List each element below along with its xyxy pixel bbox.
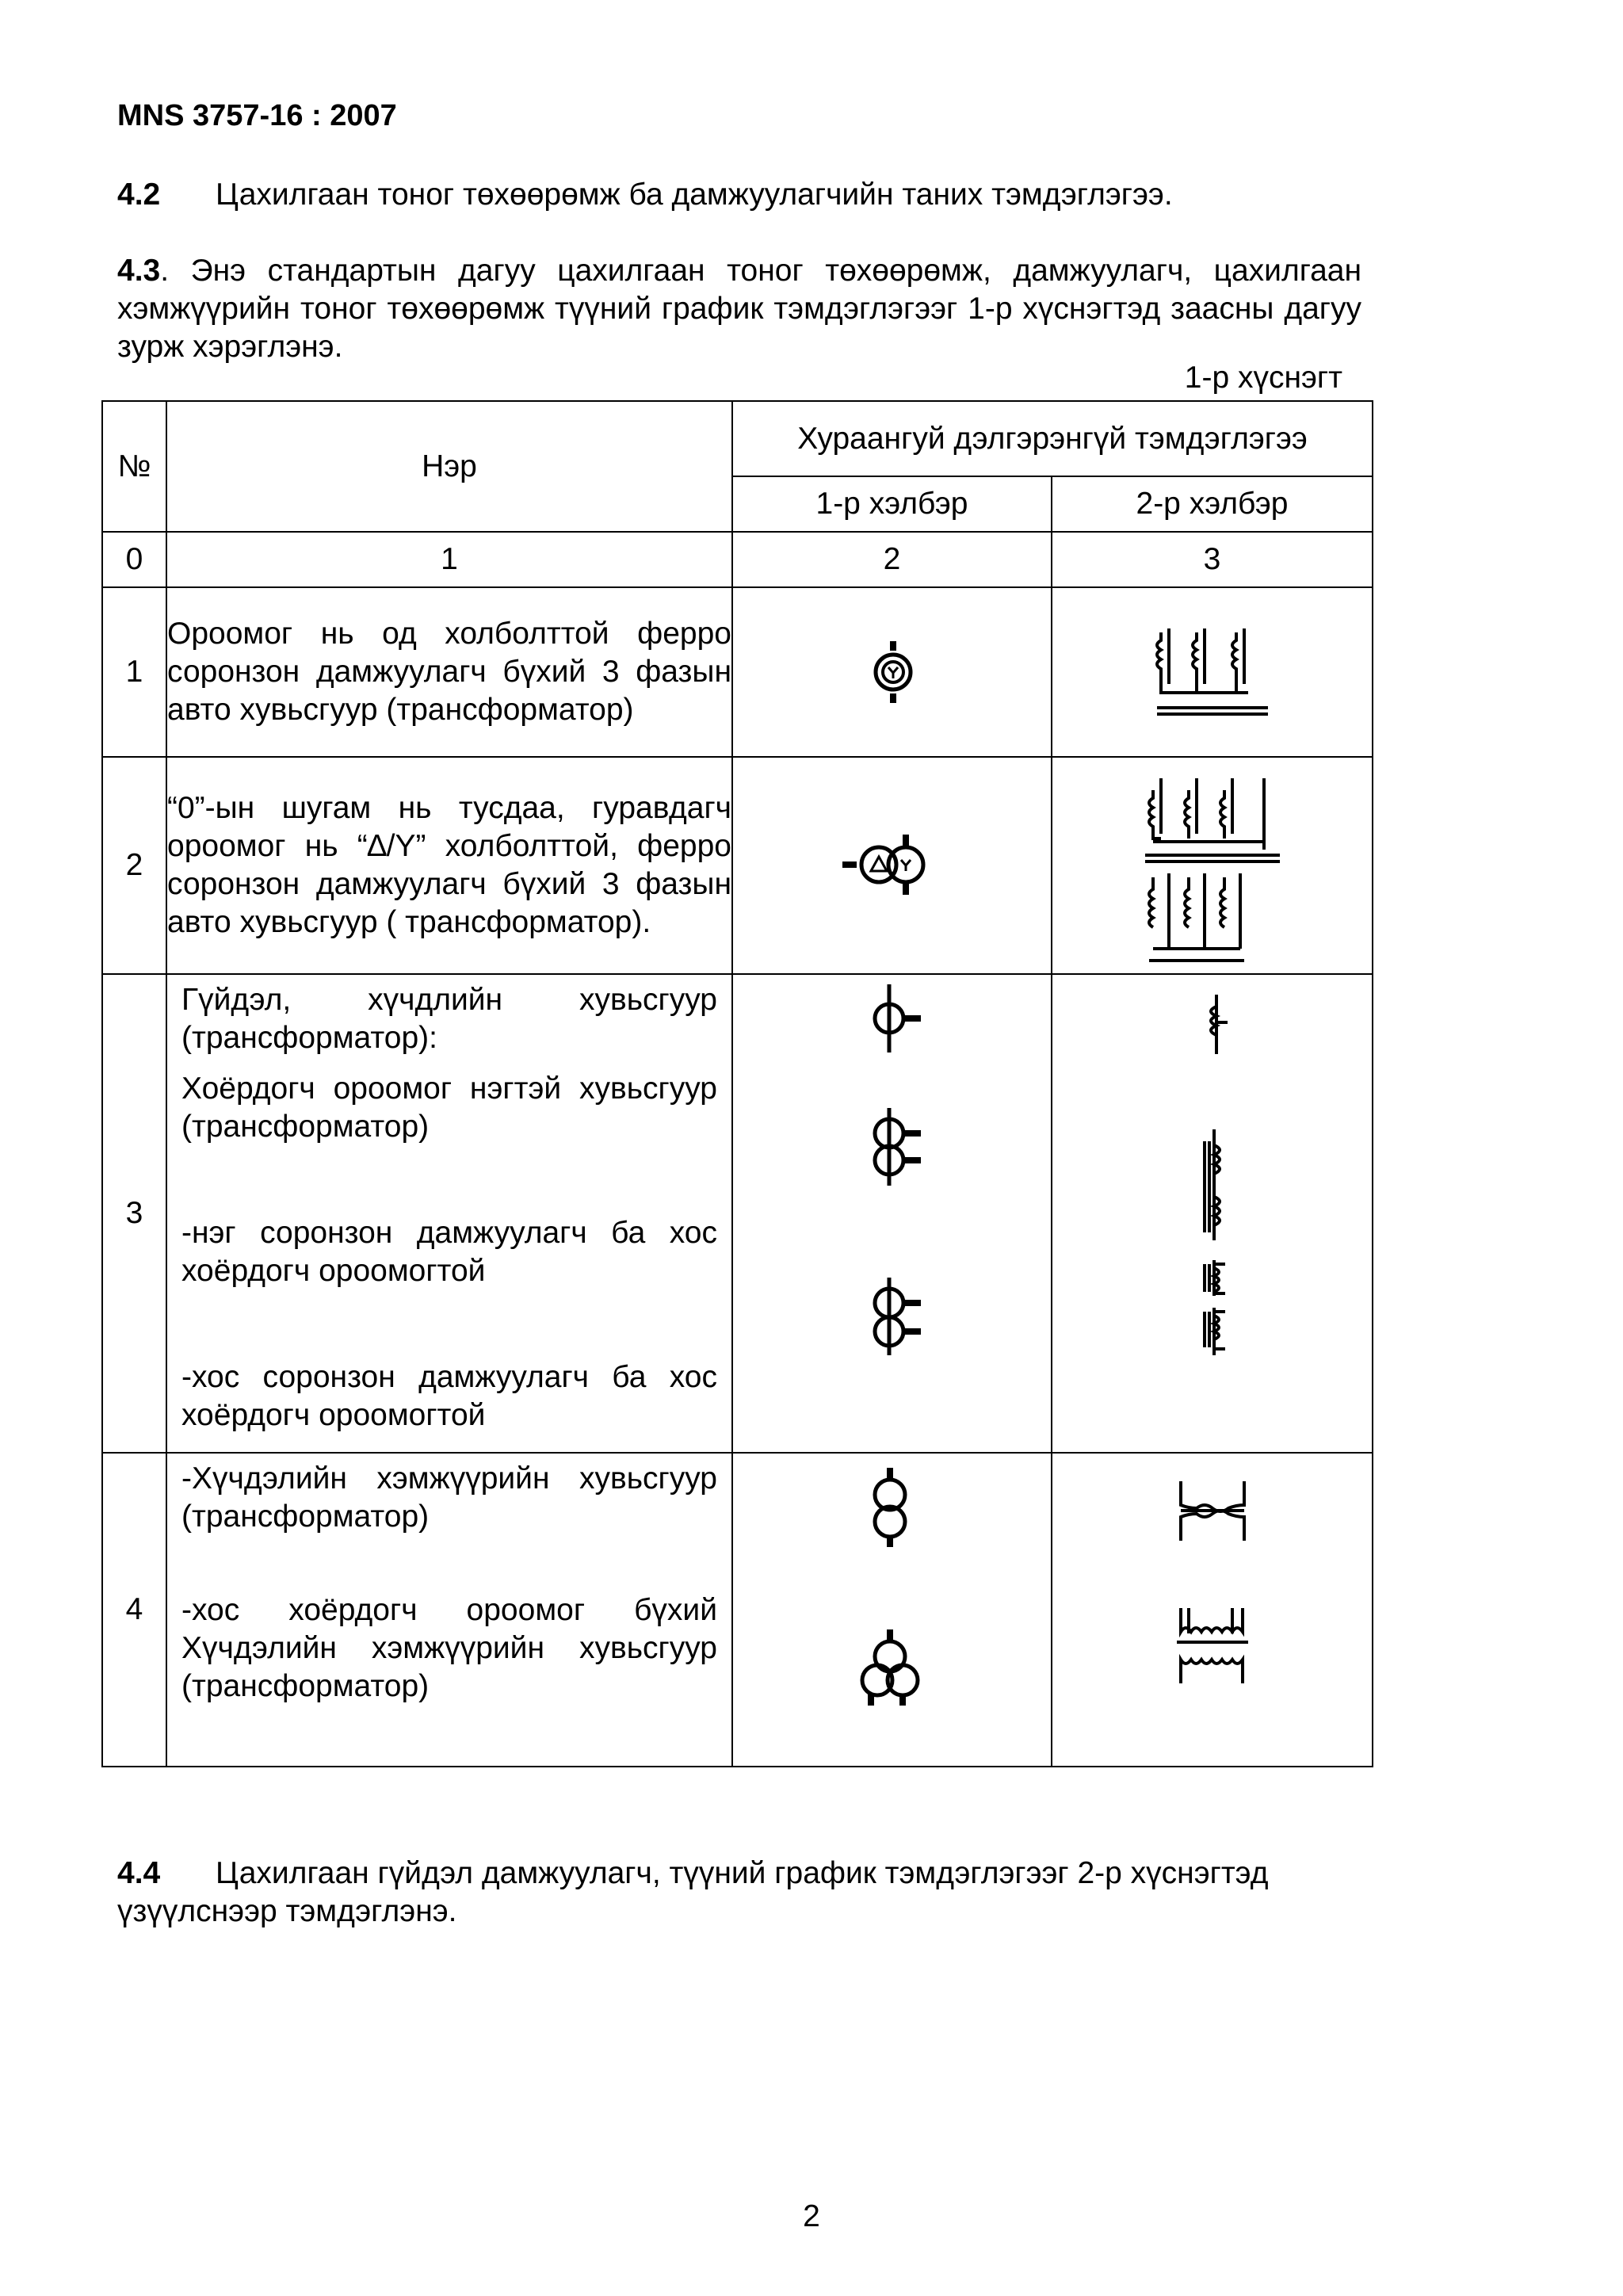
- row-number: 4: [102, 1453, 166, 1767]
- form2-symbol-cell: [1052, 1453, 1373, 1767]
- row-name-part: Хоёрдогч ороомог нэгтэй хувьсгуур (трансформатор): [181, 1072, 717, 1144]
- row-name: “0”-ын шугам нь тусдаа, гуравдагч ороомог нь “∆/Y” холболттой, ферро соронзон дамжуулагч бүхий 3 фазын авто хувьсгуур ( трансформатор).: [166, 757, 732, 974]
- column-number: 0: [102, 532, 166, 587]
- one-core-two-secondary-ct-symbol: [875, 1108, 921, 1186]
- row-name-cell: [166, 974, 732, 1453]
- column-number-row: [102, 532, 1373, 587]
- symbols-table: [101, 400, 1373, 1767]
- row-name-part: -нэг соронзон дамжуулагч ба хос хоёрдогч ороомогтой: [181, 1216, 717, 1288]
- table-row: [102, 974, 1373, 1453]
- row-name-part: -хос соронзон дамжуулагч ба хос хоёрдогч ороомогтой: [181, 1360, 717, 1432]
- table-header-row: [102, 401, 1373, 476]
- header-form-1: 1-р хэлбэр: [732, 476, 1052, 532]
- single-secondary-ct-symbol: [875, 984, 921, 1052]
- form1-symbol-cell: [732, 757, 1052, 974]
- paragraph-text: Цахилгаан гүйдэл дамжуулагч, түүний график тэмдэглэгээг 2-р хүснэгтэд үзүүлснээр тэмдэглэнэ.: [117, 1856, 1269, 1928]
- current-voltage-transformer-detailed-symbols: [1173, 975, 1252, 1442]
- autotransformer-star-short-symbol: [861, 636, 924, 708]
- voltage-transformer-two-secondary-symbol: [862, 1629, 918, 1706]
- paragraph-4-3: [117, 252, 1361, 366]
- row-name-cell: [166, 1453, 732, 1767]
- page-number: 2: [803, 2199, 820, 2233]
- column-number: 3: [1052, 532, 1373, 587]
- form2-symbol-cell: [1052, 757, 1373, 974]
- current-voltage-transformer-short-symbols: [853, 975, 932, 1442]
- standard-number: MNS 3757-16 : 2007: [117, 99, 397, 132]
- form2-symbol-cell: [1052, 974, 1373, 1453]
- row-name-part: Гүйдэл, хүчдлийн хувьсгуур (трансформатор):: [181, 983, 717, 1055]
- header-form-2: 2-р хэлбэр: [1052, 476, 1373, 532]
- header-symbols: Хураангуй дэлгэрэнгүй тэмдэглэгээ: [732, 401, 1373, 476]
- paragraph-number: 4.3: [117, 254, 161, 288]
- table-row: [102, 587, 1373, 757]
- table-caption: 1-р хүснэгт: [1184, 361, 1342, 395]
- paragraph-text: . Энэ стандартын дагуу цахилгаан тоног төхөөрөмж, дамжуулагч, цахилгаан хэмжүүрийн тоног төхөөрөмж түүний график тэмдэглэгээг 1-р хүснэгтэд заасны дагуу зурж хэрэглэнэ.: [117, 254, 1361, 364]
- row-name-part: -Хүчдэлийн хэмжүүрийн хувьсгуур (трансформатор): [181, 1461, 717, 1534]
- voltage-transformer-short-symbols: [849, 1454, 936, 1755]
- column-number: 2: [732, 532, 1052, 587]
- two-core-two-secondary-ct-symbol: [875, 1278, 921, 1355]
- row-name: Ороомог нь од холболттой ферро соронзон дамжуулагч бүхий 3 фазын авто хувьсгуур (трансформатор): [166, 587, 732, 757]
- paragraph-text: Цахилгаан тоног төхөөрөмж ба дамжуулагчийн таних тэмдэглэгээ.: [216, 178, 1173, 212]
- row-name-part: -хос хоёрдогч ороомог бүхий Хүчдэлийн хэмжүүрийн хувьсгуур (трансформатор): [181, 1593, 717, 1703]
- table-row: [102, 757, 1373, 974]
- autotransformer-star-detailed-symbol: [1145, 617, 1280, 728]
- form1-symbol-cell: [732, 587, 1052, 757]
- row-number: 3: [102, 974, 166, 1453]
- paragraph-number: 4.4: [117, 1856, 161, 1890]
- header-name: Нэр: [166, 401, 732, 532]
- paragraph-4-2: [117, 176, 1361, 214]
- autotransformer-delta-star-short-symbol: [841, 830, 944, 901]
- autotransformer-delta-star-detailed-symbol: [1133, 766, 1292, 965]
- row-number: 1: [102, 587, 166, 757]
- column-number: 1: [166, 532, 732, 587]
- paragraph-4-4: [117, 1855, 1361, 1931]
- header-number: №: [102, 401, 166, 532]
- row-number: 2: [102, 757, 166, 974]
- table-row: [102, 1453, 1373, 1767]
- form1-symbol-cell: [732, 1453, 1052, 1767]
- voltage-transformer-detailed-symbols: [1161, 1454, 1264, 1755]
- voltage-transformer-symbol: [875, 1468, 905, 1547]
- form1-symbol-cell: [732, 974, 1052, 1453]
- paragraph-number: 4.2: [117, 178, 161, 212]
- form2-symbol-cell: [1052, 587, 1373, 757]
